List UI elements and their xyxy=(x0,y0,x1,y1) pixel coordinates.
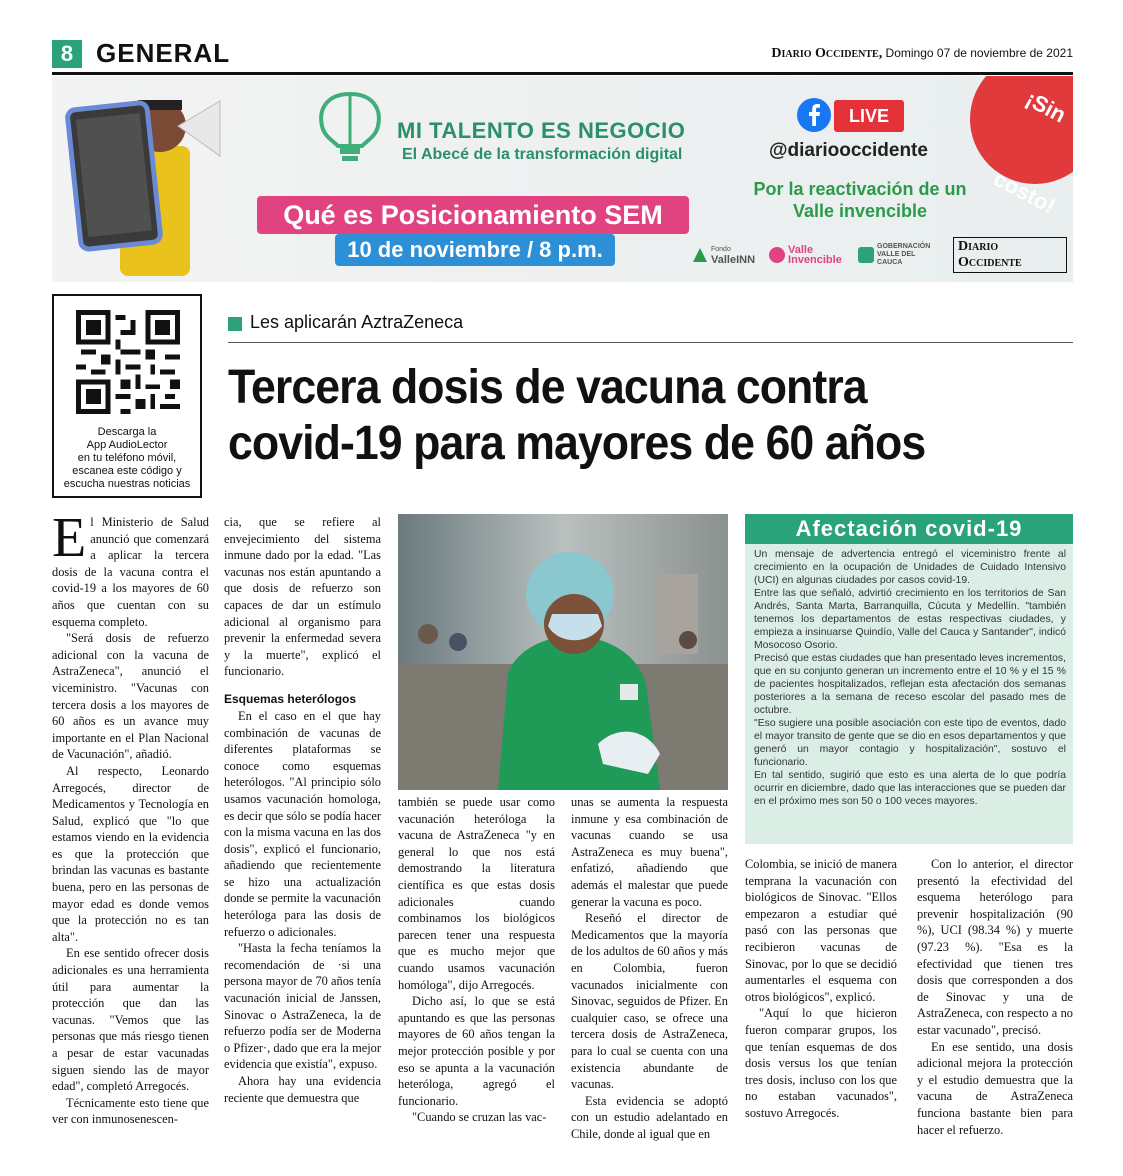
logo4-name: Diario Occidente xyxy=(953,237,1067,273)
article-column-4 xyxy=(571,794,728,1142)
ad-date-time: 10 de noviembre / 8 p.m. xyxy=(335,234,615,266)
article-column-1 xyxy=(52,507,209,1128)
qr-line2: App AudioLector xyxy=(86,439,168,451)
paragraph: "Aquí lo que hicieron fueron comparar grupos, los que tenían esquemas de dos dosis versus los que tenían tres dosis, incluso con los que no estaban vacunados", sostuvo Arregocés. xyxy=(745,1006,897,1120)
qr-caption xyxy=(58,426,196,491)
article-photo xyxy=(398,514,728,790)
qr-box xyxy=(52,294,202,498)
kicker-square-icon xyxy=(228,317,242,331)
logo-diario xyxy=(953,237,1067,273)
paragraph: también se puede usar como vacunación heteróloga la vacuna de AstraZeneca "y en general lo que nos está demostrando la literatura científica es que estas dosis adicionales cuando combinamos los biológicos parecen tener una respuesta que es mucho mejor que cuando usamos vacunación homóloga", dijo Arregocés. xyxy=(398,795,555,992)
ad-banner xyxy=(52,76,1073,282)
paragraph: En el caso en el que hay combinación de vacunas de diferentes plataformas se conoce como esquemas heterólogos. "Al principio sólo usamos vacunación homologa, es decir que sólo se podía hacer con la misma vacuna en las dos dosis", explicó el funcionario, añadiendo que recientemente se hizo una actualización donde se permite la vacunación heteróloga para las dosis de refuerzo o adicionales. xyxy=(224,708,381,939)
paragraph: Al respecto, Leonardo Arregocés, director de Medicamentos y Tecnología en Salud, explicó que "lo que estamos viendo en la evidencia es que la protección que brindan las vacunas es bastante buena, pero en las personas de mayor edad es donde vemos que la protección no es tan alta". xyxy=(52,763,209,944)
paragraph-text: l Ministerio de Salud anunció que comenzará a aplicar la tercera dosis de la vacuna contra el covid-19 a los mayores de 60 años que cuentan con su esquema completo. xyxy=(52,515,209,629)
kicker-rule xyxy=(228,342,1073,343)
qr-line5: escucha nuestras noticias xyxy=(63,478,191,490)
paragraph: Con lo anterior, el director presentó la efectividad del esquema heterólogo para prevenir hospitalización (90 %), UCI (98.34 %) y muerte (97.23 %). "Esa es la efectividad que tienen tres dosis que corresponden a dos de Sinovac y una de AstraZeneca, con respecto a no estar vacunado", precisó. xyxy=(917,857,1073,1037)
sidebar-paragraph: Entre las que señaló, advirtió crecimiento en los territorios de San Andrés, Santa Marta, Barranquilla, Cúcuta y Medellín. "también tenemos los departamentos de estas respectivas ciudades, y empieza a insinuarse Quindío, Valle del Cauca y Santander", indicó Mosocoso Osorio. xyxy=(754,588,1066,651)
article-column-2 xyxy=(224,514,381,1106)
paragraph: En ese sentido, una dosis adicional mejora la protección y el estudio demuestra que la vacuna de AstraZeneca funciona bastante bien para hacer el refuerzo. xyxy=(917,1039,1073,1137)
ad-title: MI TALENTO ES NEGOCIO xyxy=(397,118,686,143)
logo-gobernacion xyxy=(858,243,939,267)
logo-valle-invencible xyxy=(769,245,844,265)
live-badge: LIVE xyxy=(834,100,904,132)
paragraph: En ese sentido ofrecer dosis adicionales es una herramienta útil para aumentar la protección que dan las vacunas. "Vemos que las personas que más riesgo tienen a pesar de estar vacunadas siguen siendo las de mayor edad", completó Arregocés. xyxy=(52,946,209,1094)
paragraph: "Será dosis de refuerzo adicional con la vacuna de AstraZeneca", anunció el viceministro. "Vacunas con tercera dosis a los mayores de 60 años es un avance muy importante en el Plan Nacional de Vacunación", añadió. xyxy=(52,631,209,762)
sponsor-logos xyxy=(692,236,1067,274)
free-badge xyxy=(970,76,1073,219)
article-column-6 xyxy=(917,856,1073,1138)
ad-subtitle: El Abecé de la transformación digital xyxy=(402,146,683,163)
headline-line1: Tercera dosis de vacuna contra xyxy=(228,361,867,414)
logo3-name: GOBERNACIÓN VALLE DEL CAUCA xyxy=(877,243,931,266)
article-column-3 xyxy=(398,794,555,1126)
paragraph: unas se aumenta la respuesta inmune y esa combinación de vacunas cuando se usa AstraZeneca es muy buena", enfatizó, añadiendo que además el malestar que puede generar la vacuna es poco. xyxy=(571,795,728,909)
paragraph: "Cuando se cruzan las vac- xyxy=(412,1110,547,1125)
dropcap: E xyxy=(52,507,87,569)
section-title: GENERAL xyxy=(96,38,231,68)
sidebar-title: Afectación covid-19 xyxy=(745,514,1073,544)
article-kicker: Les aplicarán AztraZeneca xyxy=(250,312,464,332)
facebook-icon xyxy=(797,98,831,132)
person-megaphone-illustration xyxy=(60,86,230,276)
paragraph xyxy=(52,507,209,630)
brain-bulb-icon xyxy=(310,86,390,166)
paragraph: Ahora hay una evidencia reciente que demuestra que xyxy=(224,1074,381,1105)
triangle-logo-icon xyxy=(692,247,708,263)
logo-valleinn xyxy=(692,245,755,265)
paragraph: Esta evidencia se adoptó con un estudio adelantado en Chile, donde al igual que en xyxy=(571,1093,728,1141)
article-column-5 xyxy=(745,856,897,1122)
heart-logo-icon xyxy=(769,247,785,263)
subhead: Esquemas heterólogos xyxy=(224,691,357,706)
logo2-name: Valle Invencible xyxy=(788,244,842,266)
slogan-line2: Valle invencible xyxy=(792,201,928,221)
paragraph: Técnicamente esto tiene que ver con inmunosenescen- xyxy=(52,1095,209,1127)
masthead-date: Domingo 07 de noviembre de 2021 xyxy=(882,46,1073,60)
qr-line1: Descarga la xyxy=(97,426,157,438)
masthead-name: Diario Occidente, xyxy=(771,46,883,61)
qr-code-icon[interactable] xyxy=(76,310,180,414)
social-handle: @diariooccidente xyxy=(769,140,928,161)
ad-topic: Qué es Posicionamiento SEM xyxy=(257,196,689,234)
badge-line1: ¡Sin xyxy=(1021,86,1071,128)
paragraph: cia, que se refiere al envejecimiento del sistema inmune dado por la edad. "Las vacunas nos están apuntando a que dosis de refuerzo son capaces de dar un estímulo adicional al organismo para prevenir la enfermedad severa y la muerte", explicó el funcionario. xyxy=(224,515,381,679)
sidebar-paragraph: Un mensaje de advertencia entregó el viceministro frente al crecimiento en la ocupación de Unidades de Cuidado Intensivo (UCI) en algunas ciudades por casos covid-19. xyxy=(754,549,1066,586)
article-headline xyxy=(228,360,1028,472)
paragraph: Reseñó el director de Medicamentos que la mayoría de los adultos de 60 años y más en Colombia, fueron vacunados inicialmente con Sinovac, seguidos de Pfizer. En cualquier caso, se ofrece una tercera dosis de AstraZeneca, para lo cual se cuenta con una existencia abundante de vacunas. xyxy=(571,911,728,1092)
masthead xyxy=(771,46,1073,62)
ad-slogan xyxy=(740,178,980,222)
slogan-line1: Por la reactivación de un xyxy=(753,179,967,199)
sidebar-paragraph: "Eso sugiere una posible asociación con este tipo de eventos, dado el mayor transito de gente que se dio en esos departamentos y que generó un mayor contagio y hospitalización", sostuvo el funcionario. xyxy=(754,718,1066,768)
paragraph: Colombia, se inició de manera temprana la vacunación con biológicos de Sinovac. "Ellos empezaron a estudiar qué pasó con las personas que recibieron vacunas de Sinovac, por lo que se decidió aumentarles el esquema con otros biológicos", explicó. xyxy=(745,857,897,1004)
badge-line2: costo! xyxy=(989,165,1060,219)
sidebar-body xyxy=(754,548,1066,808)
headline-line2: covid-19 para mayores de 60 años xyxy=(228,417,926,470)
qr-line3: en tu teléfono móvil, xyxy=(77,452,177,464)
qr-line4: escanea este código y xyxy=(72,465,182,477)
paragraph: "Hasta la fecha teníamos la recomendación de ·si una persona mayor de 70 años tenía vacunación inicial de Janssen, Sinovac o AstraZeneca, la de refuerzo podía ser de Moderna o Pfizer·, dado que era la mejor evidencia que existía", expuso. xyxy=(224,941,381,1072)
sidebar-paragraph: En tal sentido, sugirió que esto es una alerta de lo que podría ocurrir en diciembre, dado que las interacciones que se pueden dar en el próximo mes son 50 o 100 veces mayores. xyxy=(754,770,1066,807)
sidebar-paragraph: Precisó que estas ciudades que han presentado leves incrementos, que en su conjunto generan un incremento entre el 10 % y el 15 % de pacientes hospitalizados, reflejan esta afectación dos semanas posteriores a la semana de receso escolar del pasado mes de octubre. xyxy=(754,653,1066,716)
paragraph: Dicho así, lo que se está apuntando es que las personas mayores de 60 años tengan la mejor protección posible y por eso se apunta a la vacunación heteróloga, agregó el funcionario. xyxy=(398,994,555,1108)
logo1-name: ValleINN xyxy=(711,254,756,266)
sidebar-box xyxy=(745,514,1073,844)
logo1-small: Fondo xyxy=(711,246,731,253)
shield-logo-icon xyxy=(858,247,874,263)
page-number: 8 xyxy=(52,40,82,68)
header-rule xyxy=(52,72,1073,75)
